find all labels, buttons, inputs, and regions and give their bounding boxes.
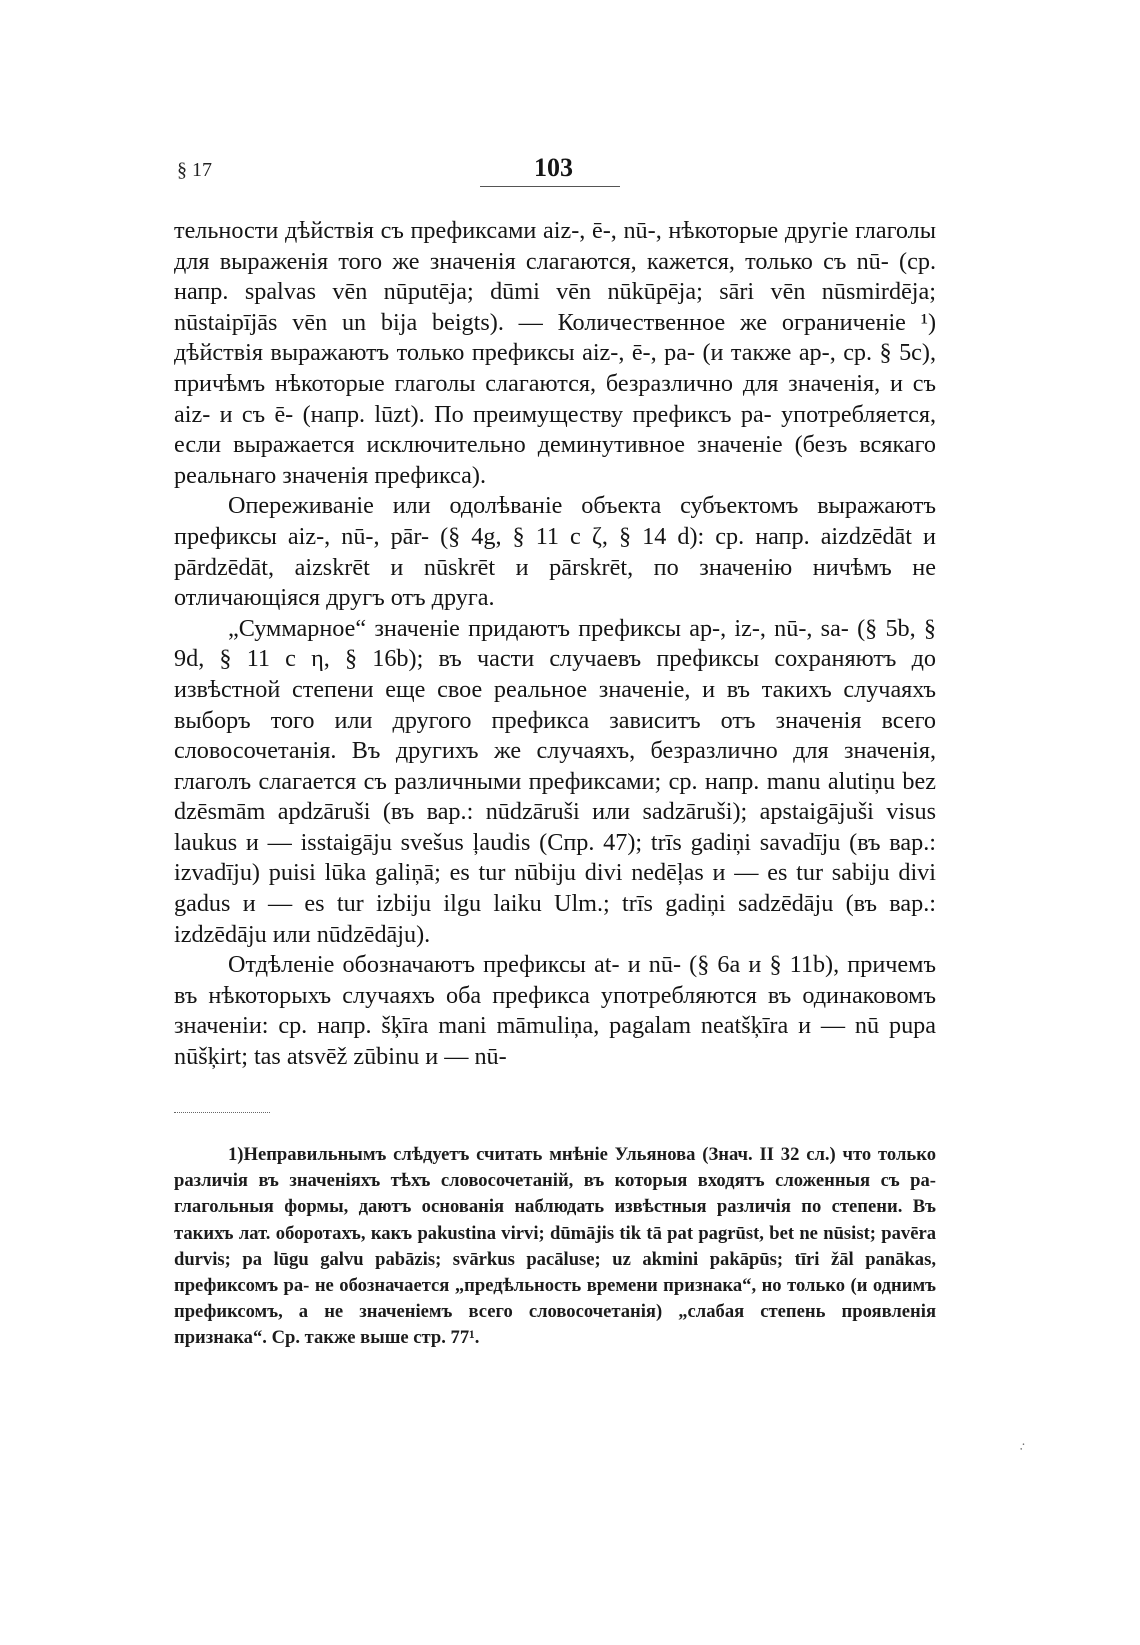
main-text bbox=[174, 216, 936, 1073]
footnote-divider bbox=[174, 1112, 270, 1113]
paragraph-continued: тельности дѣйствія съ префиксами aiz-, ē-, nū-, нѣкоторые другіе глаголы для выраженія того же значенія слагаются, кажется, только съ nū- (ср. напр. spalvas vēn nūputēja; dūmi vēn nūkūpēja; sāri vēn nūsmirdēja; nūstaipījās vēn un bija beigts). — Количественное же ограниченіе ¹) дѣйствія выражаютъ только префиксы aiz-, ē-, pa- (и также ap-, ср. § 5c), причѣмъ нѣкоторые глаголы слагаются, безразлично для значенія, и съ aiz- и съ ē- (напр. lūzt). По преимуществу префиксъ pa- употребляется, если выражается исключительно деминутивное значеніе (безъ всякаго реальнаго значенія префикса). bbox=[174, 217, 936, 489]
page-header bbox=[174, 153, 944, 193]
footnote-text: Неправильнымъ слѣдуетъ считать мнѣніе Ульянова (Знач. II 32 сл.) что только различія въ значеніяхъ тѣхъ словосочетаній, въ которыя входятъ сложенныя съ pa- глагольныя формы, даютъ основанія наблюдать извѣстныя различія по степени. Въ такихъ лат. оборотахъ, какъ pakustina virvi; dūmājis tik tā pat pagrūst, bet ne nūsist; pavēra durvis; pa lūgu galvu pabāzis; svārkus pacāluse; uz akmini pakāpūs; tīri žāl panākas, префиксомъ pa- не обозначается „предѣльность времени признака“, но только (и однимъ префиксомъ, а не значеніемъ всего словосочетанія) „слабая степень проявленія признака“. Ср. также выше стр. 77¹. bbox=[174, 1144, 936, 1349]
page-number-rule bbox=[480, 186, 620, 187]
page-number: 103 bbox=[534, 153, 573, 182]
footnote bbox=[174, 1142, 936, 1352]
paragraph-separation: Отдѣленіе обозначаютъ префиксы at- и nū- (§ 6a и § 11b), причемъ въ нѣкоторыхъ случаяхъ оба префикса употребляются въ одинаковомъ значеніи: ср. напр. šķīra mani māmuliņa, pagalam neatšķīra и — nū pupa nūšķirt; tas atsvēž zūbinu и — nū- bbox=[174, 951, 936, 1071]
footnote-marker: 1) bbox=[228, 1144, 244, 1165]
section-reference: § 17 bbox=[177, 159, 212, 181]
scan-speck: .· bbox=[1015, 1437, 1028, 1453]
paragraph-overcoming: Опереживаніе или одолѣваніе объекта субъектомъ выражаютъ префиксы aiz-, nū-, pār- (§ 4g, § 11 c ζ, § 14 d): ср. напр. aizdzēdāt и pārdzēdāt, aizskrēt и nūskrēt и pārskrēt, по значенію ничѣмъ не отличающіяся другъ отъ друга. bbox=[174, 492, 936, 612]
paragraph-summary-meaning: „Суммарное“ значеніе придаютъ префиксы ap-, iz-, nū-, sa- (§ 5b, § 9d, § 11 c η, § 16b); въ части случаевъ префиксы сохраняютъ до извѣстной степени еще свое реальное значеніе, и въ такихъ случаяхъ выборъ того или другого префикса зависитъ отъ значенія всего словосочетанія. Въ другихъ же случаяхъ, безразлично для значенія, глаголъ слагается съ различными префиксами; ср. напр. manu alutiņu bez dzēsmām apdzāruši (въ вар.: nūdzāruši или sadzāruši); apstaigājuši visus laukus и — isstaigāju svešus ļaudis (Спр. 47); trīs gadiņi savadīju (въ вар.: izvadīju) puisi lūka galiņā; es tur nūbiju divi nedēļas и — es tur sabiju divi gadus и — es tur izbiju ilgu laiku Ulm.; trīs gadiņi sadzēdāju (въ вар.: izdzēdāju или nūdzēdāju). bbox=[174, 614, 936, 948]
